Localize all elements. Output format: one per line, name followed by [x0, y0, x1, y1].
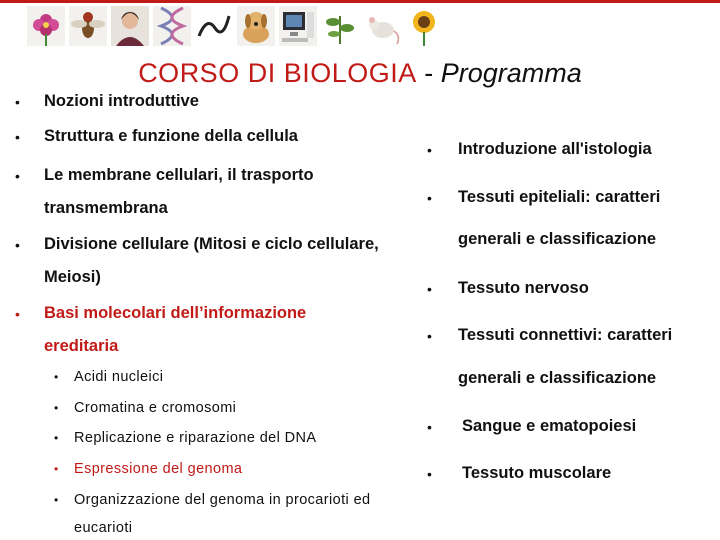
bullet: •	[427, 328, 432, 344]
left-item-1: Nozioni introduttive	[44, 92, 199, 110]
right-item-2-line-1: Tessuti epiteliali: caratteri	[458, 188, 661, 206]
sub-item-2: Cromatina e cromosomi	[74, 400, 237, 416]
bullet: •	[54, 493, 59, 507]
bullet: •	[15, 129, 20, 145]
sub-item-5-line-1: Organizzazione del genoma in procarioti ed	[74, 492, 371, 508]
banner-red-bar	[0, 0, 720, 3]
left-item-3-line-2: transmembrana	[44, 199, 168, 217]
bullet: •	[54, 370, 59, 384]
bullet: •	[427, 281, 432, 297]
bullet: •	[15, 168, 20, 184]
right-item-5: Sangue e ematopoiesi	[462, 417, 637, 435]
image-banner	[0, 0, 720, 52]
left-item-5-line-1: Basi molecolari dell’informazione	[44, 304, 307, 322]
right-item-1: Introduzione all'istologia	[458, 140, 652, 158]
computer-icon	[279, 6, 317, 46]
left-item-3-line-1: Le membrane cellulari, il trasporto	[44, 166, 314, 184]
bullet: •	[54, 462, 59, 476]
flower-icon	[27, 6, 65, 46]
right-item-4-line-2: generali e classificazione	[458, 369, 657, 387]
title-main: CORSO DI BIOLOGIA	[138, 58, 417, 88]
bullet: •	[15, 94, 20, 110]
bullet: •	[427, 466, 432, 482]
bullet: •	[427, 142, 432, 158]
title-separator: -	[416, 58, 441, 88]
fly-icon	[69, 6, 107, 46]
bullet: •	[54, 431, 59, 445]
bullet: •	[54, 401, 59, 415]
left-item-5-line-2: ereditaria	[44, 337, 119, 355]
page-title	[0, 58, 720, 89]
bullet: •	[427, 419, 432, 435]
bullet: •	[15, 237, 20, 253]
bullet: •	[15, 306, 20, 322]
mouse-icon	[363, 6, 401, 46]
worm-icon	[195, 6, 233, 46]
sub-item-5-line-2: eucarioti	[74, 520, 133, 536]
right-item-2-line-2: generali e classificazione	[458, 230, 657, 248]
sub-item-3: Replicazione e riparazione del DNA	[74, 430, 317, 446]
dna-icon	[153, 6, 191, 46]
sub-item-1: Acidi nucleici	[74, 369, 164, 385]
right-item-6: Tessuto muscolare	[462, 464, 612, 482]
bullet: •	[427, 190, 432, 206]
sub-item-4: Espressione del genoma	[74, 461, 243, 477]
right-item-3: Tessuto nervoso	[458, 279, 589, 297]
left-item-4-line-2: Meiosi)	[44, 268, 101, 286]
left-item-2: Struttura e funzione della cellula	[44, 127, 298, 145]
plant-icon	[321, 6, 359, 46]
dog-icon	[237, 6, 275, 46]
title-sub: Programma	[440, 58, 582, 88]
portrait-icon	[111, 6, 149, 46]
sunflower-icon	[405, 6, 443, 46]
right-item-4-line-1: Tessuti connettivi: caratteri	[458, 326, 673, 344]
left-item-4-line-1: Divisione cellulare (Mitosi e ciclo cellulare,	[44, 235, 379, 253]
